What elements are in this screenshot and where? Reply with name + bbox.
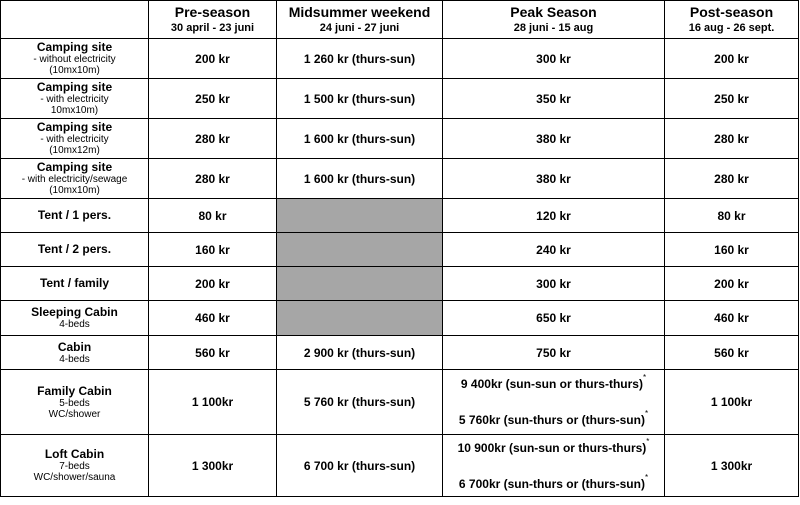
row-label: Camping site - without electricity (10mx10m)	[1, 39, 149, 79]
row-label: Family Cabin 5-beds WC/shower	[1, 370, 149, 435]
row-label: Camping site - with electricity (10mx12m)	[1, 119, 149, 159]
price-cell: 560 kr	[149, 336, 277, 370]
header-row	[1, 1, 799, 39]
price-cell: 200 kr	[665, 267, 799, 301]
header-midsummer: Midsummer weekend 24 juni - 27 juni	[277, 1, 443, 39]
price-cell: 460 kr	[665, 301, 799, 336]
price-cell-multi: 9 400kr (sun-sun or thurs-thurs)* 5 760kr (sun-thurs or (thurs-sun)*	[443, 370, 665, 435]
table-row	[1, 301, 799, 336]
price-cell: 1 260 kr (thurs-sun)	[277, 39, 443, 79]
price-cell: 1 300kr	[149, 435, 277, 497]
row-label: Tent / 1 pers.	[1, 199, 149, 233]
header-peak-season: Peak Season 28 juni - 15 aug	[443, 1, 665, 39]
price-cell: 80 kr	[149, 199, 277, 233]
price-cell: 280 kr	[665, 159, 799, 199]
table-row	[1, 79, 799, 119]
price-cell: 5 760 kr (thurs-sun)	[277, 370, 443, 435]
price-cell: 80 kr	[665, 199, 799, 233]
table-row	[1, 159, 799, 199]
table-row	[1, 233, 799, 267]
price-cell: 650 kr	[443, 301, 665, 336]
price-cell: 200 kr	[665, 39, 799, 79]
row-label: Loft Cabin 7-beds WC/shower/sauna	[1, 435, 149, 497]
price-cell: 240 kr	[443, 233, 665, 267]
price-cell: 460 kr	[149, 301, 277, 336]
price-cell: 2 900 kr (thurs-sun)	[277, 336, 443, 370]
price-cell: 560 kr	[665, 336, 799, 370]
price-cell: 250 kr	[665, 79, 799, 119]
table-row	[1, 336, 799, 370]
price-cell: 280 kr	[665, 119, 799, 159]
price-cell: 750 kr	[443, 336, 665, 370]
price-cell: 200 kr	[149, 267, 277, 301]
price-cell: 160 kr	[665, 233, 799, 267]
price-cell-multi: 10 900kr (sun-sun or thurs-thurs)* 6 700kr (sun-thurs or (thurs-sun)*	[443, 435, 665, 497]
row-label: Sleeping Cabin 4-beds	[1, 301, 149, 336]
row-label: Tent / 2 pers.	[1, 233, 149, 267]
unavailable-cell	[277, 233, 443, 267]
row-label: Camping site - with electricity 10mx10m)	[1, 79, 149, 119]
price-cell: 1 100kr	[665, 370, 799, 435]
price-cell: 1 100kr	[149, 370, 277, 435]
price-cell: 300 kr	[443, 39, 665, 79]
table-row	[1, 435, 799, 497]
price-cell: 200 kr	[149, 39, 277, 79]
price-cell: 120 kr	[443, 199, 665, 233]
table-row	[1, 267, 799, 301]
price-cell: 280 kr	[149, 159, 277, 199]
price-cell: 300 kr	[443, 267, 665, 301]
price-cell: 1 600 kr (thurs-sun)	[277, 159, 443, 199]
table-row	[1, 39, 799, 79]
price-cell: 6 700 kr (thurs-sun)	[277, 435, 443, 497]
unavailable-cell	[277, 199, 443, 233]
price-cell: 350 kr	[443, 79, 665, 119]
price-cell: 1 600 kr (thurs-sun)	[277, 119, 443, 159]
table-row	[1, 370, 799, 435]
price-cell: 380 kr	[443, 119, 665, 159]
header-post-season: Post-season 16 aug - 26 sept.	[665, 1, 799, 39]
price-cell: 280 kr	[149, 119, 277, 159]
header-pre-season: Pre-season 30 april - 23 juni	[149, 1, 277, 39]
row-label: Camping site - with electricity/sewage (10mx10m)	[1, 159, 149, 199]
price-cell: 380 kr	[443, 159, 665, 199]
table-row	[1, 119, 799, 159]
price-cell: 1 300kr	[665, 435, 799, 497]
price-cell: 1 500 kr (thurs-sun)	[277, 79, 443, 119]
table-row	[1, 199, 799, 233]
price-cell: 250 kr	[149, 79, 277, 119]
header-corner	[1, 1, 149, 39]
row-label: Tent / family	[1, 267, 149, 301]
unavailable-cell	[277, 301, 443, 336]
row-label: Cabin 4-beds	[1, 336, 149, 370]
unavailable-cell	[277, 267, 443, 301]
price-cell: 160 kr	[149, 233, 277, 267]
